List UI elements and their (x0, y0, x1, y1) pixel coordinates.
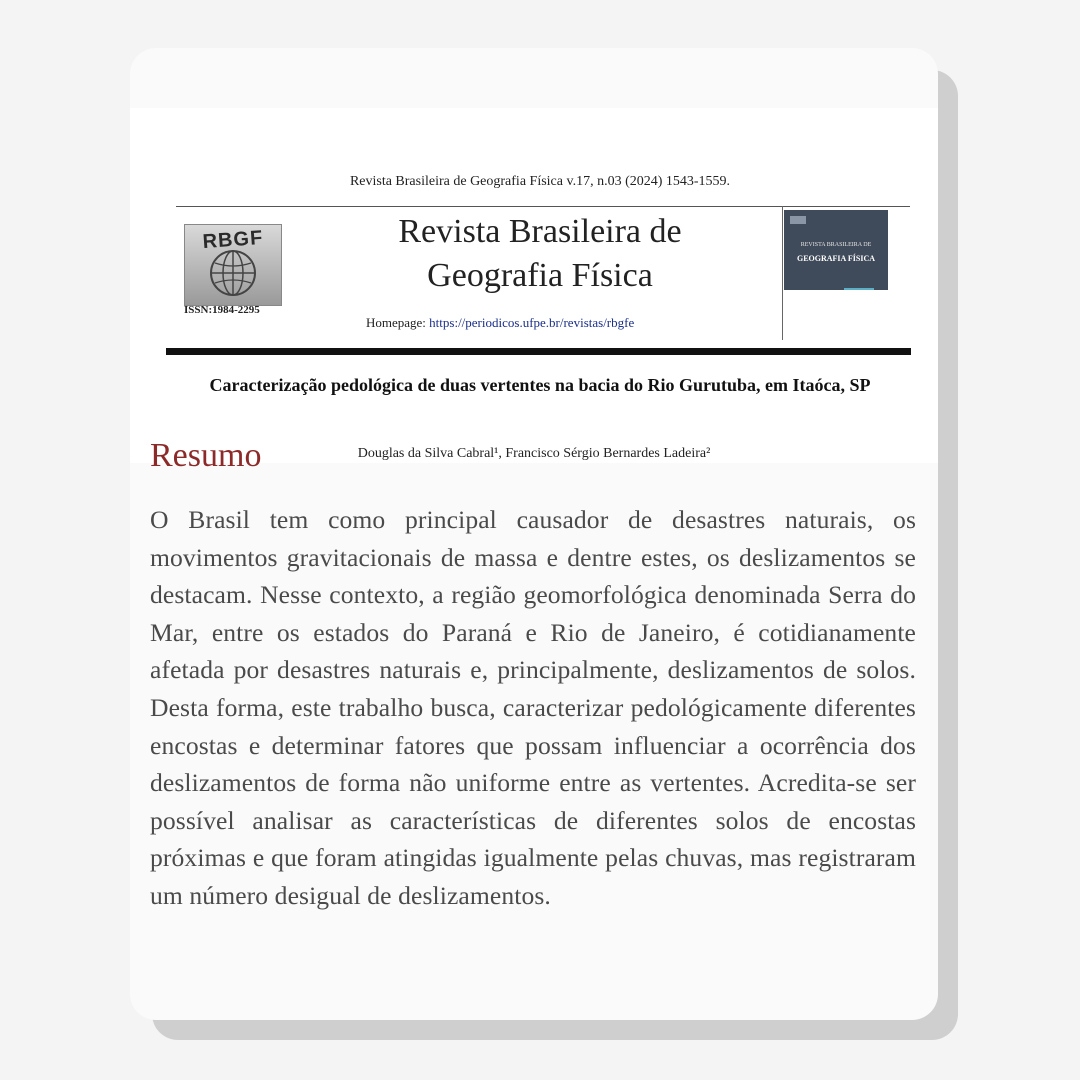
cover-subtitle: REVISTA BRASILEIRA DE (800, 242, 872, 248)
article-authors: Douglas da Silva Cabral¹, Francisco Sérgio Bernardes Ladeira² (357, 446, 711, 461)
journal-name-line1: Revista Brasileira de (398, 213, 682, 250)
cover-badge (790, 216, 806, 224)
header-bottom-rule (166, 348, 911, 355)
cover-strip (844, 288, 874, 290)
resumo-text: O Brasil tem como principal causador de desastres naturais, os movimentos gravitacionais de massa e dentre estes, os deslizamentos se destacam. Nesse contexto, a região geomorfológica denominada Serra do Mar, entre os estados do Paraná e Rio de Janeiro, é cotidianamente afetada por desastres naturais e, principalmente, deslizamentos de solos. Desta forma, este trabalho busca, caracterizar pedológicamente diferentes encostas e determinar fatores que possam influenciar a ocorrência dos deslizamentos de forma não uniforme entre as vertentes. Acredita-se ser possível analisar as características de diferentes solos de encostas próximas e que foram atingidas igualmente pelas chuvas, mas registraram um número desigual de deslizamentos. (150, 505, 916, 910)
content-card (130, 48, 938, 1020)
journal-citation: Revista Brasileira de Geografia Física v.17, n.03 (2024) 1543-1559. (349, 174, 731, 189)
journal-name-line2: Geografia Física (427, 257, 653, 294)
header-top-rule (176, 206, 910, 207)
header-divider (782, 206, 783, 340)
logo-text: RBGF (201, 226, 264, 254)
homepage-link[interactable]: https://periodicos.ufpe.br/revistas/rbgfe (429, 315, 635, 330)
journal-cover-thumbnail (784, 210, 888, 290)
homepage-label: Homepage: (366, 315, 426, 330)
article-title: Caracterização pedológica de duas vertentes na bacia do Rio Gurutuba, em Itaóca, SP (209, 375, 871, 395)
journal-name (340, 210, 740, 298)
homepage-line (366, 315, 746, 331)
resumo-heading: Resumo (150, 437, 262, 474)
globe-icon (207, 247, 259, 299)
cover-title: GEOGRAFIA FÍSICA (796, 254, 875, 263)
rbgf-logo (184, 224, 282, 306)
issn-label: ISSN:1984-2295 (184, 304, 260, 316)
article-header-image (130, 108, 938, 463)
